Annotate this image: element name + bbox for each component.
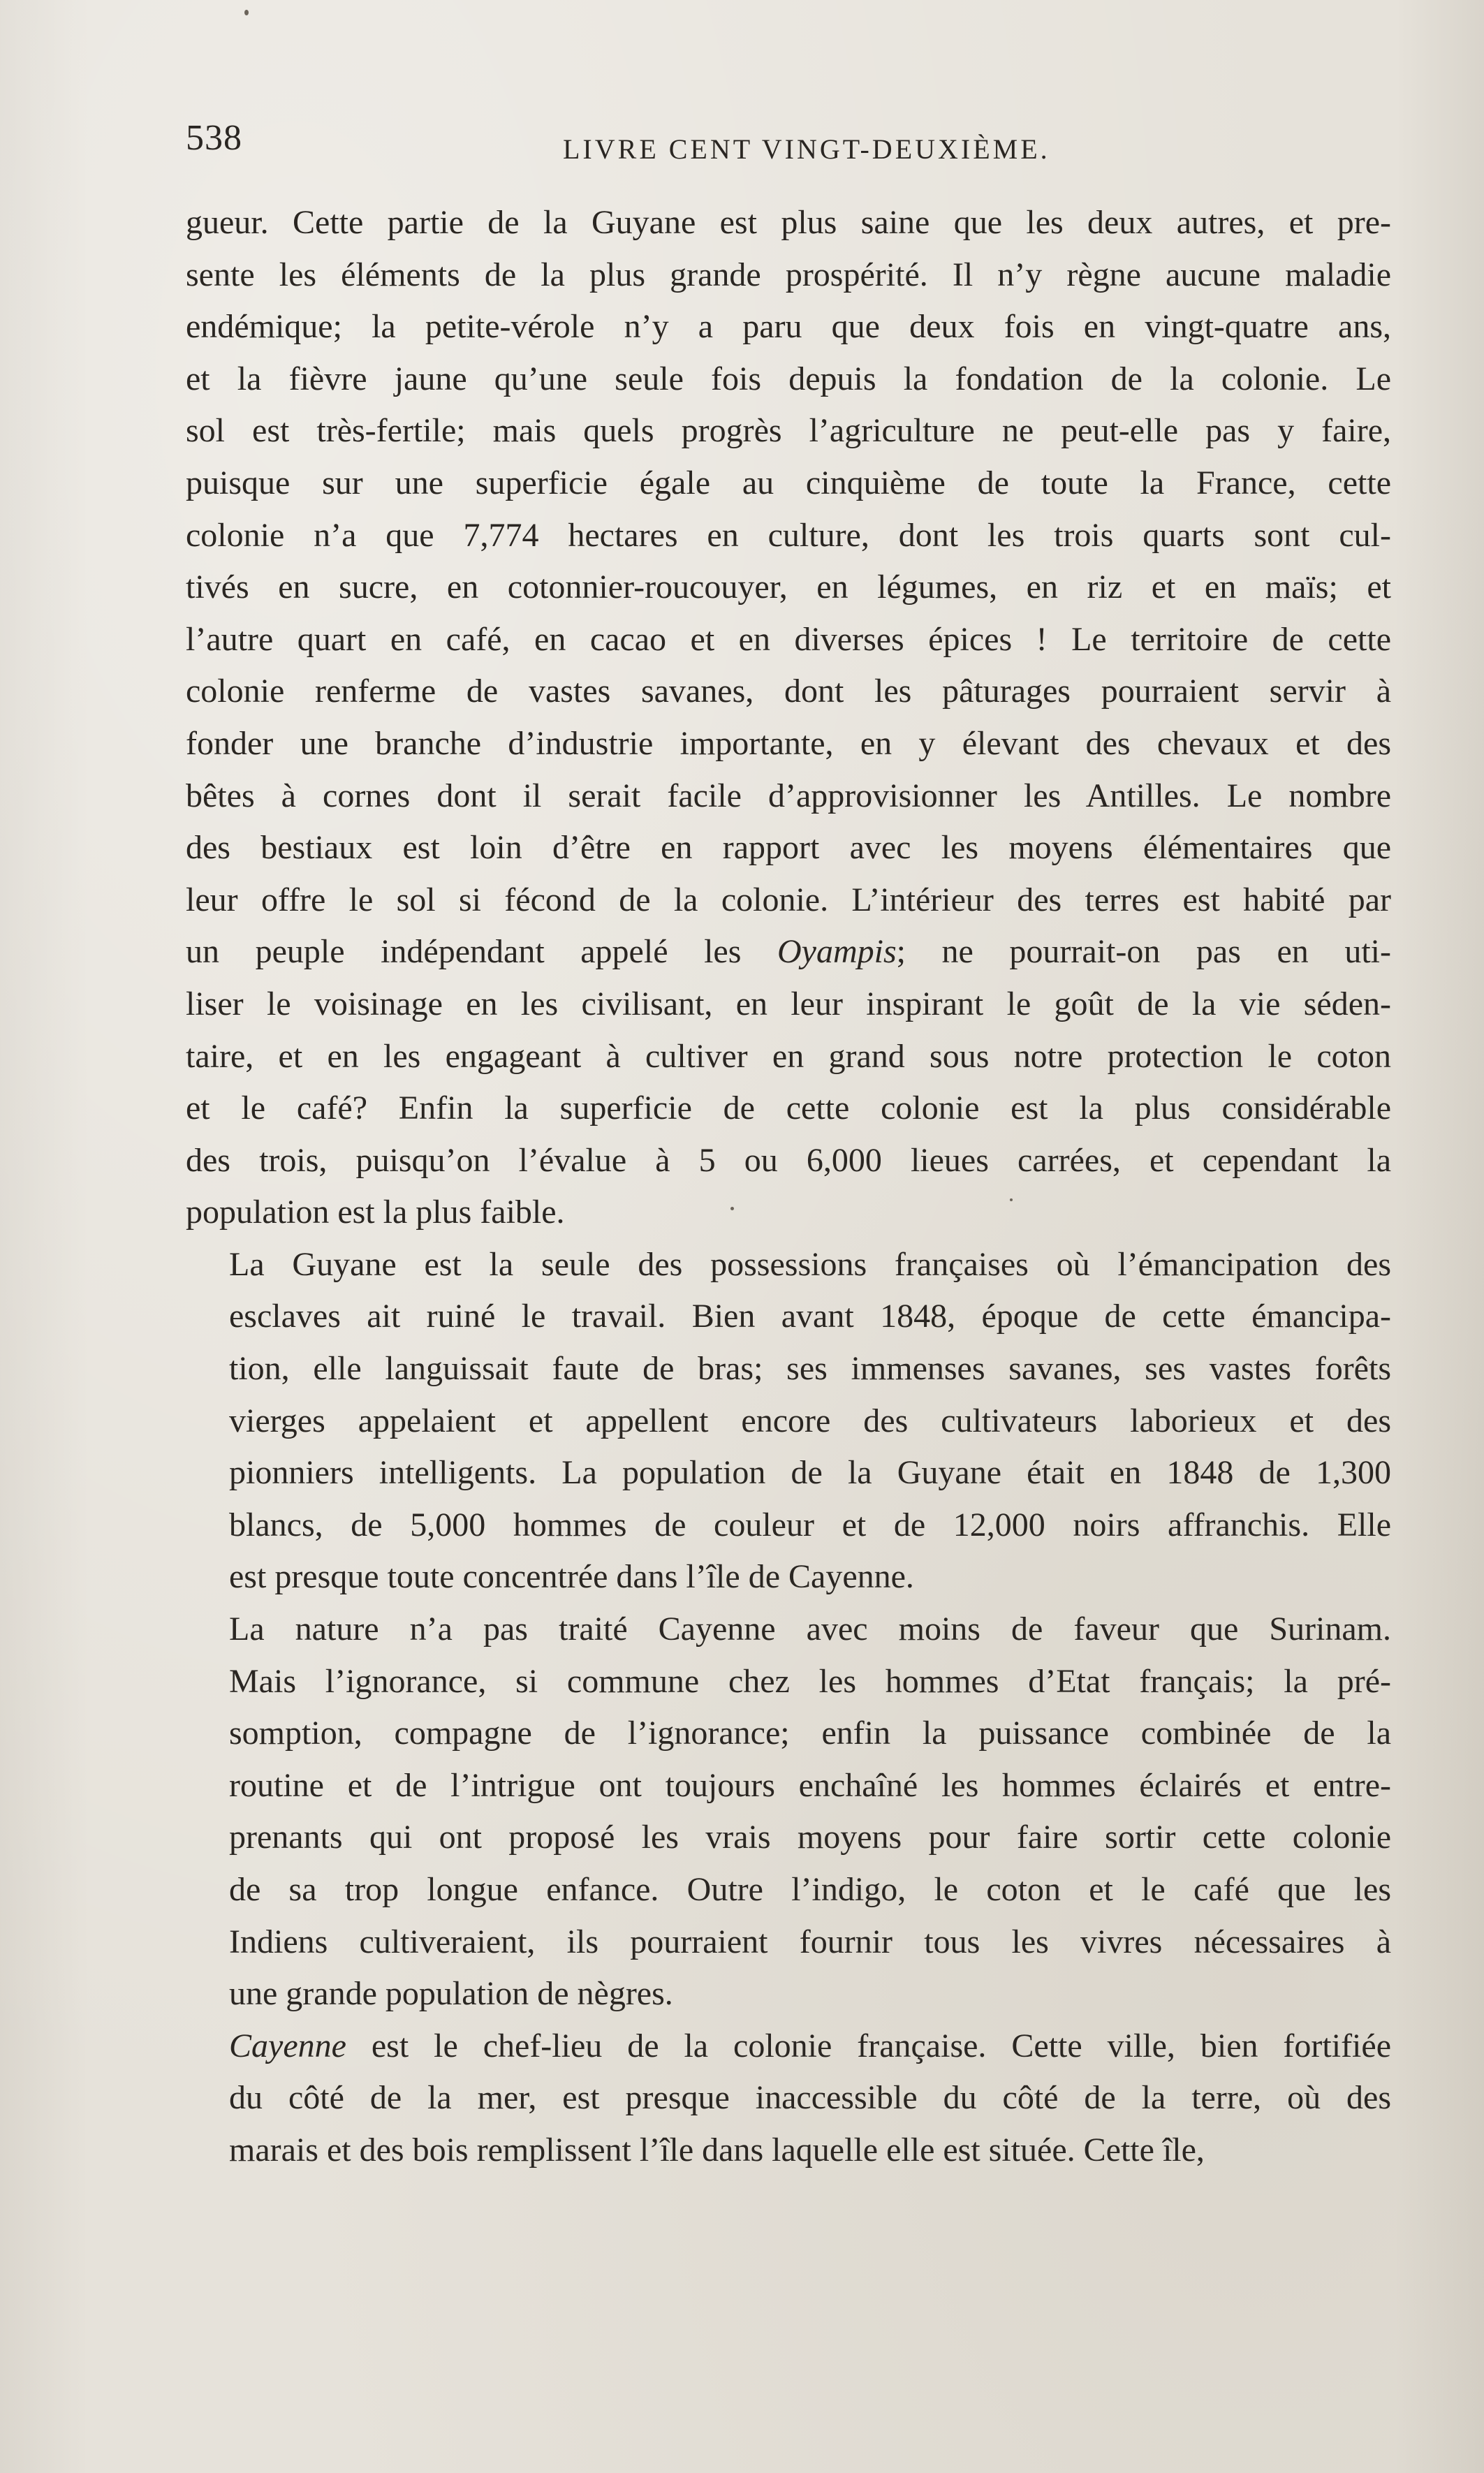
text-line <box>186 353 1391 406</box>
text-run: somption, compagne de l’ignorance; enfin la puissance combinée de la <box>229 1715 1391 1752</box>
text-run: est presque toute concentrée dans l’île de Cayenne. <box>229 1558 914 1596</box>
text-run: leur offre le sol si fécond de la colonie. L’intérieur des terres est habité par <box>186 881 1391 918</box>
text-run: puisque sur une superficie égale au cinquième de toute la France, cette <box>186 464 1391 501</box>
text-line <box>186 1812 1391 1864</box>
text-line <box>186 1447 1391 1499</box>
text-line <box>186 1916 1391 1969</box>
text-line <box>186 2072 1391 2125</box>
text-run: marais et des bois remplissent l’île dans laquelle elle est située. Cette île, <box>229 2131 1205 2169</box>
text-run: sente les éléments de la plus grande prospérité. Il n’y règne aucune maladie <box>186 256 1391 293</box>
text-line <box>186 1604 1391 1656</box>
text-line <box>186 197 1391 249</box>
text-run: ; ne pourrait-on pas en uti- <box>896 933 1391 971</box>
text-line <box>186 1291 1391 1343</box>
text-run: endémique; la petite-vérole n’y a paru que deux fois en vingt-quatre ans, <box>186 308 1391 346</box>
text-line <box>186 1031 1391 1083</box>
text-run: routine et de l’intrigue ont toujours enchaîné les hommes éclairés et entre- <box>229 1766 1391 1804</box>
paragraph <box>186 1239 1391 1604</box>
text-run: Mais l’ignorance, si commune chez les hommes d’Etat français; la pré- <box>229 1662 1391 1700</box>
text-run: et la fièvre jaune qu’une seule fois depuis la fondation de la colonie. Le <box>186 360 1391 397</box>
text-line <box>186 1499 1391 1552</box>
text-run: tion, elle languissait faute de bras; ses immenses savanes, ses vastes forêts <box>229 1350 1391 1388</box>
text-run: et le café? Enfin la superficie de cette colonie est la plus considérable <box>186 1089 1391 1127</box>
text-line <box>186 822 1391 874</box>
text-run: une grande population de nègres. <box>229 1975 673 2013</box>
text-run: liser le voisinage en les civilisant, en leur inspirant le goût de la vie séden- <box>186 985 1391 1022</box>
paragraph <box>186 197 1391 1239</box>
text-line <box>186 1864 1391 1916</box>
paper-speck <box>1010 1198 1013 1201</box>
text-run: taire, et en les engageant à cultiver en grand sous notre protection le coton <box>186 1037 1391 1075</box>
paragraph <box>186 2020 1391 2177</box>
text-run: un peuple indépendant appelé les <box>186 933 777 971</box>
text-run: esclaves ait ruiné le travail. Bien avant 1848, époque de cette émancipa- <box>229 1298 1391 1335</box>
text-run: bêtes à cornes dont il serait facile d’approvisionner les Antilles. Le nombre <box>186 777 1391 814</box>
text-line <box>186 510 1391 562</box>
text-run: colonie renferme de vastes savanes, dont les pâturages pourraient servir à <box>186 673 1391 710</box>
page-number: 538 <box>186 118 242 158</box>
text-line <box>186 614 1391 666</box>
text-run: l’autre quart en café, en cacao et en diverses épices ! Le territoire de cette <box>186 620 1391 658</box>
text-line <box>186 926 1391 978</box>
text-line <box>186 1239 1391 1291</box>
text-line <box>186 2125 1391 2177</box>
text-line <box>186 457 1391 510</box>
text-run: sol est très-fertile; mais quels progrès l’agriculture ne peut-elle pas y faire, <box>186 412 1391 450</box>
text-line <box>186 2020 1391 2073</box>
italic-term: Cayenne <box>229 2027 346 2064</box>
text-line <box>186 1395 1391 1448</box>
text-run: des bestiaux est loin d’être en rapport avec les moyens élémentaires que <box>186 829 1391 867</box>
text-run: vierges appelaient et appellent encore des cultivateurs laborieux et des <box>229 1402 1391 1439</box>
text-line <box>186 1968 1391 2020</box>
text-run: prenants qui ont proposé les vrais moyens pour faire sortir cette colonie <box>229 1819 1391 1856</box>
text-line <box>186 666 1391 718</box>
text-line <box>186 301 1391 353</box>
running-head: LIVRE CENT VINGT-DEUXIÈME. <box>563 133 1050 165</box>
text-run: de sa trop longue enfance. Outre l’indigo, le coton et le café que les <box>229 1871 1391 1908</box>
text-run: pionniers intelligents. La population de la Guyane était en 1848 de 1,300 <box>229 1454 1391 1492</box>
text-line <box>186 978 1391 1031</box>
text-line <box>186 1083 1391 1135</box>
paper-speck <box>730 1207 734 1210</box>
text-line <box>186 1135 1391 1187</box>
text-run: des trois, puisqu’on l’évalue à 5 ou 6,000 lieues carrées, et cependant la <box>186 1141 1391 1179</box>
paper-speck <box>244 10 249 15</box>
text-run: population est la plus faible. <box>186 1194 565 1231</box>
paragraph <box>186 1604 1391 2020</box>
text-line <box>186 1760 1391 1812</box>
text-run: Indiens cultiveraient, ils pourraient fournir tous les vivres nécessaires à <box>229 1923 1391 1960</box>
text-line <box>186 562 1391 614</box>
text-line <box>186 770 1391 823</box>
text-run: blancs, de 5,000 hommes de couleur et de 12,000 noirs affranchis. Elle <box>229 1506 1391 1543</box>
text-run: tivés en sucre, en cotonnier-roucouyer, en légumes, en riz et en maïs; et <box>186 568 1391 606</box>
text-run: du côté de la mer, est presque inaccessible du côté de la terre, où des <box>229 2079 1391 2117</box>
text-run: est le chef-lieu de la colonie française. Cette ville, bien fortifiée <box>346 2027 1391 2064</box>
text-line <box>186 249 1391 302</box>
text-run: gueur. Cette partie de la Guyane est plus saine que les deux autres, et pre- <box>186 204 1391 241</box>
text-line <box>186 718 1391 770</box>
text-line <box>186 874 1391 927</box>
text-line <box>186 1708 1391 1760</box>
text-line <box>186 1343 1391 1395</box>
text-line <box>186 405 1391 457</box>
text-run: colonie n’a que 7,774 hectares en culture, dont les trois quarts sont cul- <box>186 516 1391 554</box>
text-run: fonder une branche d’industrie importante, en y élevant des chevaux et des <box>186 724 1391 762</box>
text-run: La Guyane est la seule des possessions françaises où l’émancipation des <box>229 1245 1391 1283</box>
page-header <box>186 117 1401 173</box>
text-line <box>186 1656 1391 1708</box>
italic-term: Oyampis <box>777 933 897 971</box>
text-line <box>186 1187 1391 1239</box>
text-line <box>186 1551 1391 1604</box>
body-text <box>186 197 1391 2177</box>
text-run: La nature n’a pas traité Cayenne avec moins de faveur que Surinam. <box>229 1610 1391 1648</box>
